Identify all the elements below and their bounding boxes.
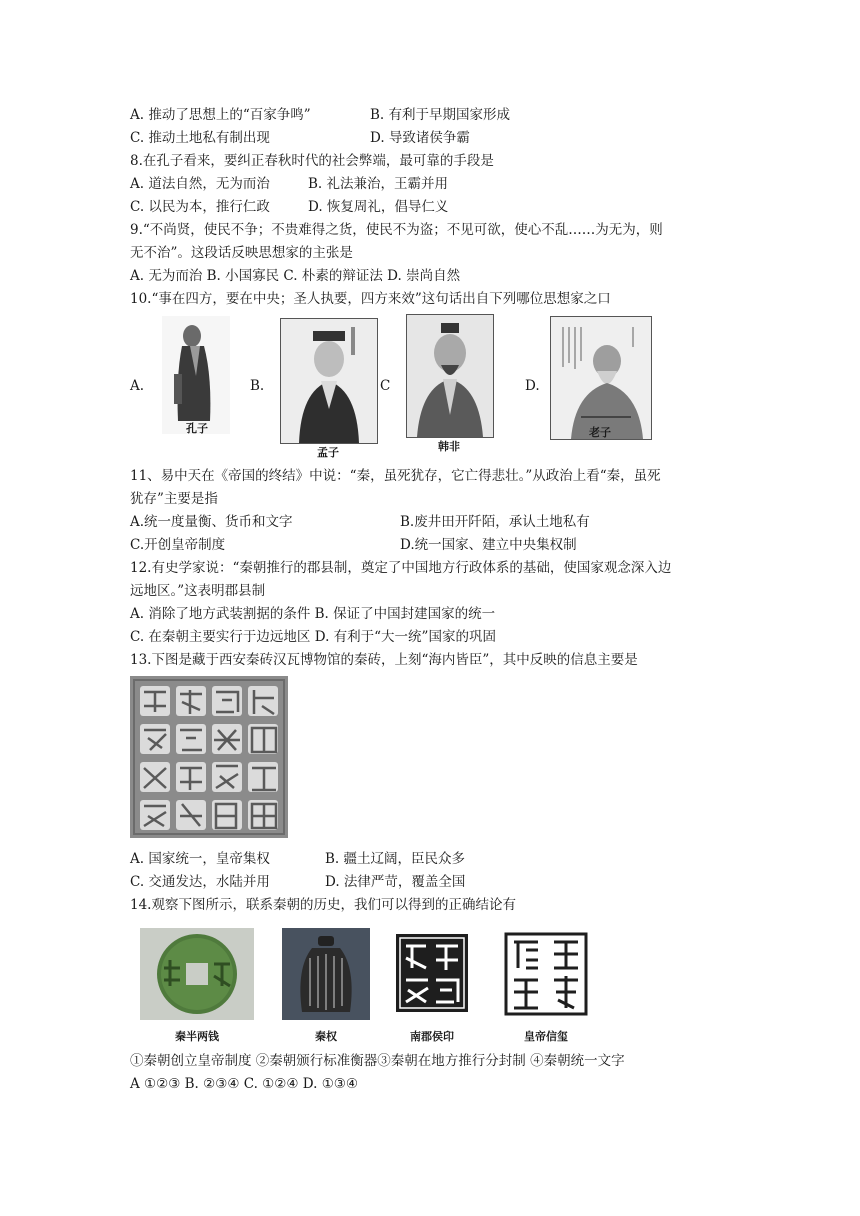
q14-options: A ①②③ B. ②③④ C. ①②④ D. ①③④ bbox=[130, 1076, 359, 1092]
qin-coin-image bbox=[140, 928, 254, 1020]
q10-label-d: D. bbox=[525, 378, 540, 394]
q13-option-a: A. 国家统一，皇帝集权 bbox=[130, 851, 270, 867]
q7-option-b: B. 有利于早期国家形成 bbox=[370, 107, 511, 123]
q8-options-row2 bbox=[130, 198, 448, 216]
q8-options-row1 bbox=[130, 175, 448, 193]
q11-stem-line2: 犹存”主要是指 bbox=[130, 491, 218, 507]
q12-stem-line1: 12.有史学家说：“秦朝推行的郡县制，奠定了中国地方行政体系的基础，使国家观念深入边 bbox=[130, 560, 672, 576]
q9-options: A. 无为而治 B. 小国寡民 C. 朴素的辩证法 D. 崇尚自然 bbox=[130, 268, 461, 284]
q13-option-b: B. 疆土辽阔，臣民众多 bbox=[325, 851, 466, 867]
q11-option-d: D.统一国家、建立中央集权制 bbox=[400, 537, 577, 553]
caption-emperor-seal: 皇帝信玺 bbox=[524, 1030, 568, 1043]
qin-weight-image bbox=[282, 928, 370, 1020]
q14-stem: 14.观察下图所示，联系秦朝的历史，我们可以得到的正确结论有 bbox=[130, 897, 516, 913]
caption-qin-coin: 秦半两钱 bbox=[175, 1030, 219, 1043]
q13-option-d: D. 法律严苛，覆盖全国 bbox=[325, 874, 466, 890]
q9-stem-line1: 9.“不尚贤，使民不争；不贵难得之货，使民不为盗；不见可欲，使心不乱……为无为，则 bbox=[130, 222, 663, 238]
q8-option-c: C. 以民为本，推行仁政 bbox=[130, 199, 270, 215]
qin-brick-image bbox=[130, 676, 288, 838]
caption-qin-weight: 秦权 bbox=[315, 1030, 337, 1043]
q10-stem: 10.“事在四方，要在中央；圣人执要，四方来效”这句话出自下列哪位思想家之口 bbox=[130, 291, 611, 307]
q11-option-c: C.开创皇帝制度 bbox=[130, 537, 226, 553]
portrait-laozi bbox=[550, 316, 652, 440]
portrait-mencius bbox=[280, 318, 378, 444]
nanjun-seal-image bbox=[390, 928, 474, 1020]
portrait-confucius bbox=[162, 316, 230, 434]
q8-option-d: D. 恢复周礼，倡导仁义 bbox=[308, 199, 449, 215]
q9-stem-line2: 无不治”。这段话反映思想家的主张是 bbox=[130, 245, 353, 261]
caption-hanfei: 韩非 bbox=[438, 440, 460, 453]
q11-option-a: A.统一度量衡、货币和文字 bbox=[130, 514, 293, 530]
q7-options-row2 bbox=[130, 129, 470, 147]
caption-confucius: 孔子 bbox=[186, 422, 208, 435]
q10-label-a: A. bbox=[130, 378, 145, 394]
q13-options-row1 bbox=[130, 850, 465, 868]
q7-option-c: C. 推动土地私有制出现 bbox=[130, 130, 270, 146]
q11-options-row1 bbox=[130, 513, 590, 531]
emperor-seal-image bbox=[500, 928, 592, 1020]
q11-options-row2 bbox=[130, 536, 577, 554]
q13-option-c: C. 交通发达，水陆并用 bbox=[130, 874, 270, 890]
q13-stem: 13.下图是藏于西安秦砖汉瓦博物馆的秦砖，上刻“海内皆臣”，其中反映的信息主要是 bbox=[130, 652, 638, 668]
q7-option-d: D. 导致诸侯争霸 bbox=[370, 130, 470, 146]
q13-options-row2 bbox=[130, 873, 465, 891]
q10-label-b: B. bbox=[250, 378, 265, 394]
q12-stem-line2: 远地区。”这表明郡县制 bbox=[130, 583, 266, 599]
q10-label-c: C bbox=[380, 378, 391, 394]
q8-option-b: B. 礼法兼治，王霸并用 bbox=[308, 176, 449, 192]
q12-options-row1: A. 消除了地方武装割据的条件 B. 保证了中国封建国家的统一 bbox=[130, 606, 496, 622]
q14-statements: ①秦朝创立皇帝制度 ②秦朝颁行标准衡器③秦朝在地方推行分封制 ④秦朝统一文字 bbox=[130, 1053, 625, 1069]
q7-options-row1 bbox=[130, 106, 510, 124]
portrait-hanfei bbox=[406, 314, 494, 438]
q8-stem: 8.在孔子看来，要纠正春秋时代的社会弊端，最可靠的手段是 bbox=[130, 153, 494, 169]
q11-stem-line1: 11、易中天在《帝国的终结》中说：“秦，虽死犹存，它亡得悲壮。”从政治上看“秦，虽死 bbox=[130, 468, 661, 484]
q12-options-row2: C. 在秦朝主要实行于边远地区 D. 有利于“大一统”国家的巩固 bbox=[130, 629, 496, 645]
caption-mencius: 孟子 bbox=[317, 446, 339, 459]
caption-nanjun-seal: 南郡侯印 bbox=[410, 1030, 454, 1043]
caption-laozi: 老子 bbox=[589, 426, 611, 439]
q11-option-b: B.废井田开阡陌，承认土地私有 bbox=[400, 514, 590, 530]
q8-option-a: A. 道法自然，无为而治 bbox=[130, 176, 270, 192]
q7-option-a: A. 推动了思想上的“百家争鸣” bbox=[130, 107, 311, 123]
